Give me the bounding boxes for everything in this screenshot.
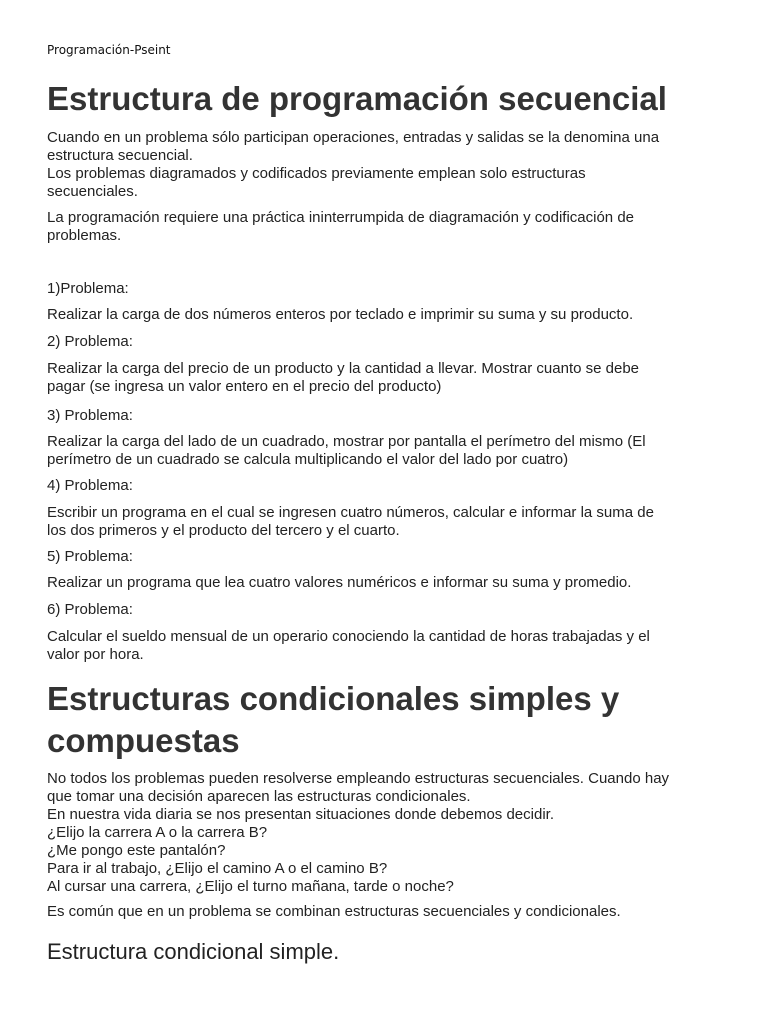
text-line: La programación requiere una práctica ininterrumpida de diagramación y codificación de xyxy=(47,209,634,226)
text-line: ¿Elijo la carrera A o la carrera B? xyxy=(47,824,268,841)
text-line: ¿Me pongo este pantalón? xyxy=(47,842,226,859)
text-line: Calcular el sueldo mensual de un operario conociendo la cantidad de horas trabajadas y el xyxy=(47,628,650,645)
text-line: problemas. xyxy=(47,227,122,244)
text-line: Escribir un programa en el cual se ingresen cuatro números, calcular e informar la suma de xyxy=(47,504,654,521)
text-line: Al cursar una carrera, ¿Elijo el turno mañana, tarde o noche? xyxy=(47,878,454,895)
problem-text xyxy=(47,433,727,469)
problem-label: 2) Problema: xyxy=(47,333,133,350)
text-line: En nuestra vida diaria se nos presentan situaciones donde debemos decidir. xyxy=(47,806,554,823)
practice-paragraph xyxy=(47,209,727,245)
text-line: Cuando en un problema sólo participan operaciones, entradas y salidas se la denomina una xyxy=(47,129,660,146)
text-line: valor por hora. xyxy=(47,646,144,663)
problem-text xyxy=(47,628,727,664)
text-line: perímetro de un cuadrado se calcula multiplicando el valor del lado por cuatro) xyxy=(47,451,569,468)
problem-label: 3) Problema: xyxy=(47,407,133,424)
text-line: No todos los problemas pueden resolverse empleando estructuras secuenciales. Cuando hay xyxy=(47,770,670,787)
conditional-intro xyxy=(47,770,727,896)
text-line: estructura secuencial. xyxy=(47,147,193,164)
text-line: Los problemas diagramados y codificados previamente emplean solo estructuras xyxy=(47,165,586,182)
text-line: los dos primeros y el producto del tercero y el cuarto. xyxy=(47,522,400,539)
section-title-sequential: Estructura de programación secuencial xyxy=(47,80,667,117)
text-line: secuenciales. xyxy=(47,183,138,200)
subheading-simple-conditional: Estructura condicional simple. xyxy=(47,939,340,964)
text-line: Realizar un programa que lea cuatro valores numéricos e informar su suma y promedio. xyxy=(47,574,632,591)
text-line: que tomar una decisión aparecen las estructuras condicionales. xyxy=(47,788,471,805)
combine-paragraph: Es común que en un problema se combinan estructuras secuenciales y condicionales. xyxy=(47,903,621,920)
problem-text xyxy=(47,574,727,592)
text-line: Realizar la carga del precio de un producto y la cantidad a llevar. Mostrar cuanto se debe xyxy=(47,360,640,377)
problem-label: 5) Problema: xyxy=(47,548,133,565)
text-line: Realizar la carga de dos números enteros por teclado e imprimir su suma y su producto. xyxy=(47,306,634,323)
section-title-conditional xyxy=(47,678,727,762)
problem-text xyxy=(47,360,727,396)
text-line: pagar (se ingresa un valor entero en el precio del producto) xyxy=(47,378,442,395)
title-line: Estructuras condicionales simples y xyxy=(47,680,620,717)
text-line: Para ir al trabajo, ¿Elijo el camino A o el camino B? xyxy=(47,860,388,877)
problem-text xyxy=(47,306,727,324)
problem-label: 4) Problema: xyxy=(47,477,133,494)
problem-label: 1)Problema: xyxy=(47,280,129,297)
header-note: Programación-Pseint xyxy=(47,43,171,57)
problem-label: 6) Problema: xyxy=(47,601,133,618)
text-line: Realizar la carga del lado de un cuadrado, mostrar por pantalla el perímetro del mismo (El xyxy=(47,433,646,450)
problem-text xyxy=(47,504,727,540)
title-line: compuestas xyxy=(47,722,240,759)
sequential-intro xyxy=(47,129,727,201)
